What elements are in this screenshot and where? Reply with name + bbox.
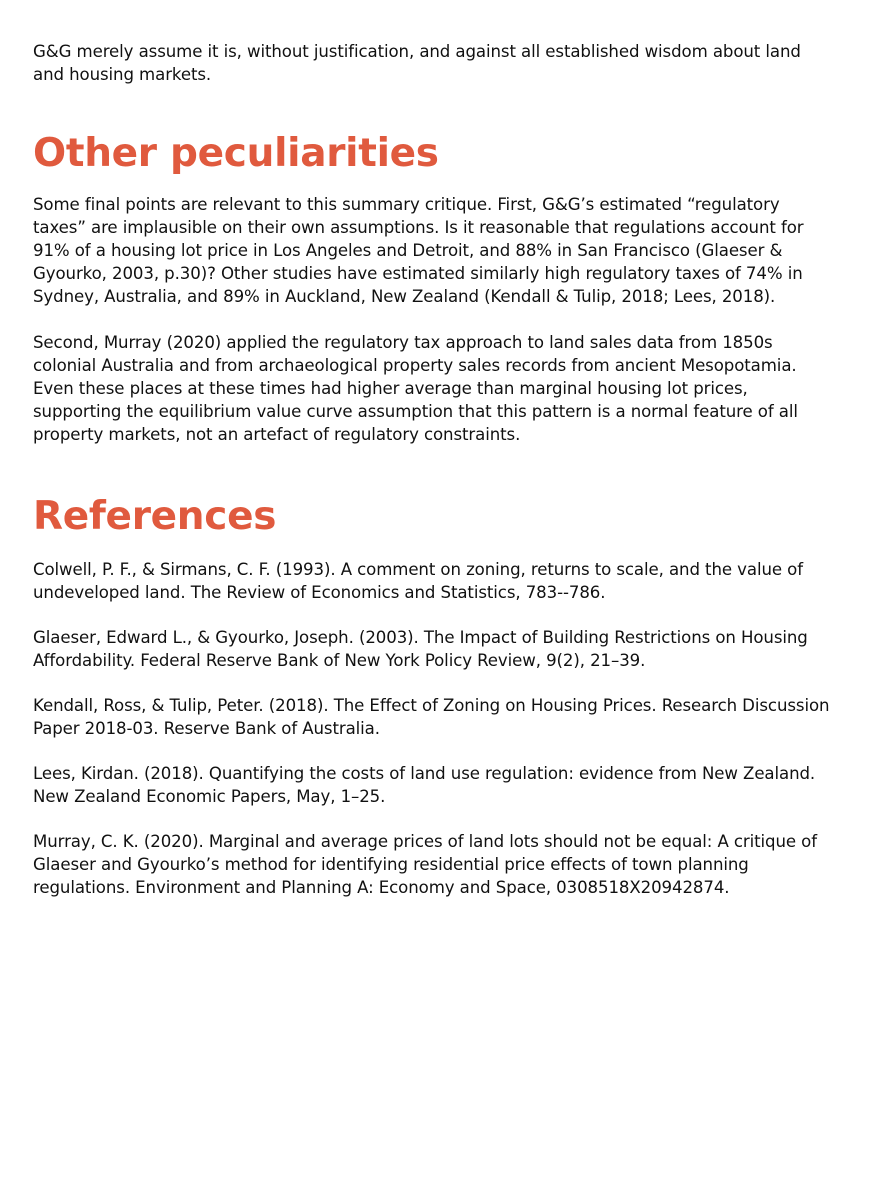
- document-page: [33, 40, 833, 921]
- heading-references: References: [33, 494, 277, 539]
- intro-paragraph: G&G merely assume it is, without justification, and against all established wisdom about land and housing markets.: [33, 42, 801, 84]
- heading-other-peculiarities: Other peculiarities: [33, 131, 439, 176]
- reference-kendall-2018: Kendall, Ross, & Tulip, Peter. (2018). The Effect of Zoning on Housing Prices. Research Discussion Paper 2018-03. Reserve Bank of Australia.: [33, 696, 830, 738]
- paragraph-second-point: Second, Murray (2020) applied the regulatory tax approach to land sales data from 1850s colonial Australia and from archaeological property sales records from ancient Mesopotamia. Even these places at these times had higher average than marginal housing lot prices, supporting the equilibrium value curve assumption that this pattern is a normal feature of all property markets, not an artefact of regulatory constraints.: [33, 333, 798, 444]
- paragraph-first-point: Some final points are relevant to this summary critique. First, G&G’s estimated “regulatory taxes” are implausible on their own assumptions. Is it reasonable that regulations account for 91% of a housing lot price in Los Angeles and Detroit, and 88% in San Francisco (Glaeser & Gyourko, 2003, p.30)? Other studies have estimated similarly high regulatory taxes of 74% in Sydney, Australia, and 89% in Auckland, New Zealand (Kendall & Tulip, 2018; Lees, 2018).: [33, 195, 804, 306]
- references-list: [33, 558, 833, 899]
- reference-glaeser-2003: Glaeser, Edward L., & Gyourko, Joseph. (2003). The Impact of Building Restrictions on Housing Affordability. Federal Reserve Bank of New York Policy Review, 9(2), 21–39.: [33, 628, 808, 670]
- reference-murray-2020: Murray, C. K. (2020). Marginal and average prices of land lots should not be equal: A critique of Glaeser and Gyourko’s method for identifying residential price effects of town planning regulations. Environment and Planning A: Economy and Space, 0308518X20942874.: [33, 832, 817, 897]
- reference-colwell-1993: Colwell, P. F., & Sirmans, C. F. (1993). A comment on zoning, returns to scale, and the value of undeveloped land. The Review of Economics and Statistics, 783--786.: [33, 560, 803, 602]
- reference-lees-2018: Lees, Kirdan. (2018). Quantifying the costs of land use regulation: evidence from New Zealand. New Zealand Economic Papers, May, 1–25.: [33, 764, 816, 806]
